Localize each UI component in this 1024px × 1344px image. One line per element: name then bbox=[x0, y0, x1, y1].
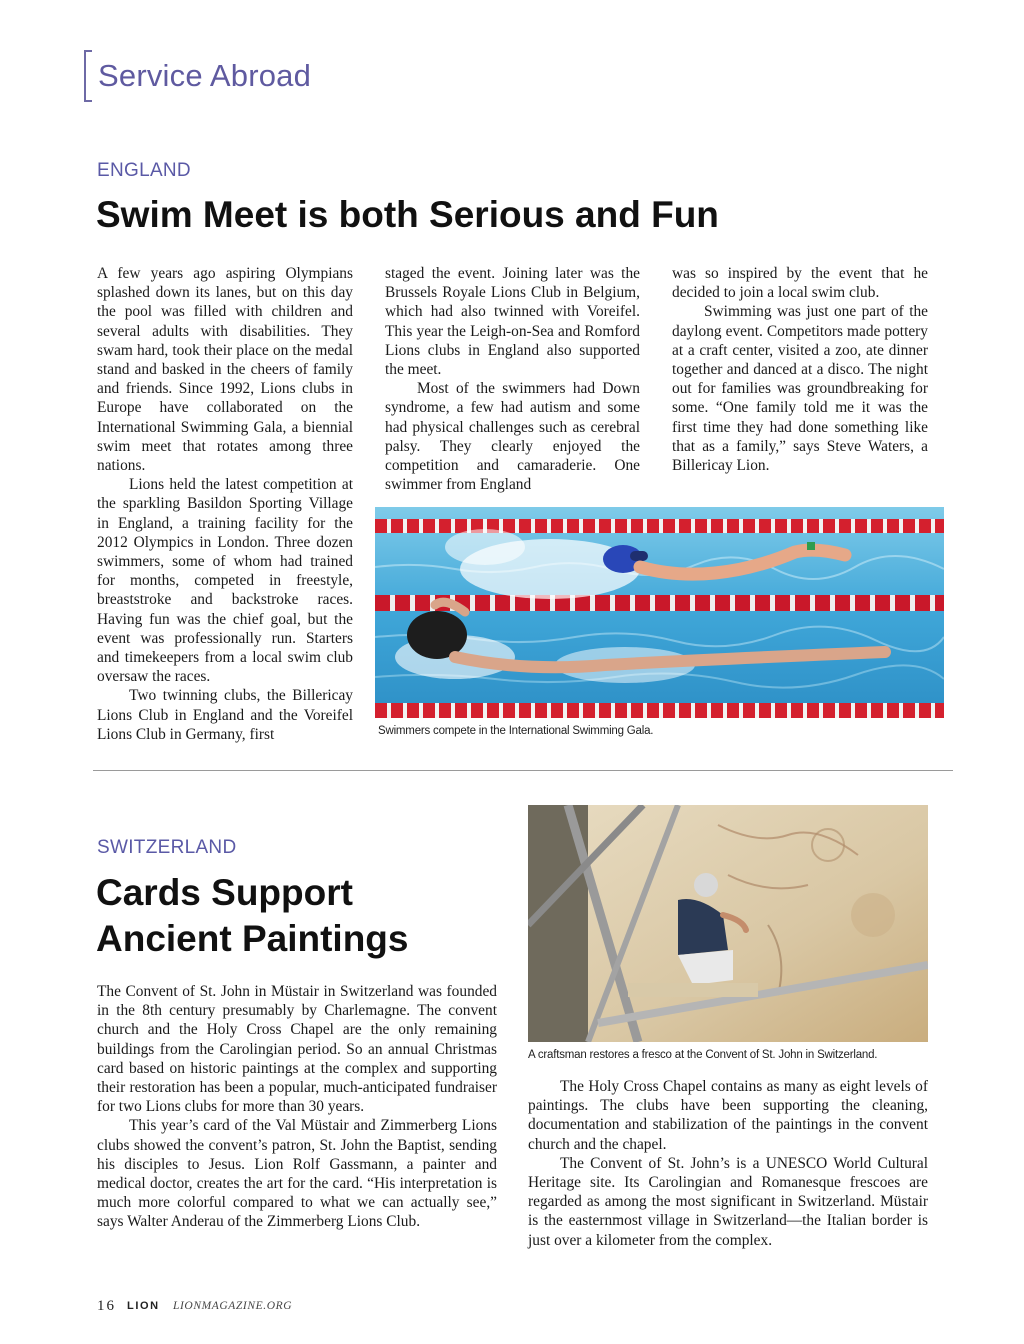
magazine-brand: LION bbox=[127, 1300, 160, 1312]
article-headline-swim-meet: Swim Meet is both Serious and Fun bbox=[96, 194, 719, 235]
article2-column-2 bbox=[528, 1077, 928, 1250]
bracket-icon bbox=[84, 50, 92, 102]
photo-caption-fresco: A craftsman restores a fresco at the Convent of St. John in Switzerland. bbox=[528, 1049, 878, 1061]
swimmers-image bbox=[375, 507, 944, 718]
section-title: Service Abroad bbox=[98, 58, 312, 93]
article-headline-cards bbox=[96, 870, 408, 962]
article1-column-2 bbox=[385, 264, 640, 494]
article2-paragraph: The Convent of St. John’s is a UNESCO World Cultural Heritage site. Its Carolingian and Romanesque frescoes are regarded as among the most significant in Switzerland. Müstair is the easternmost village in Switzerland—the Italian border is just over a kilometer from the complex. bbox=[528, 1154, 928, 1249]
photo-caption-swimming: Swimmers compete in the International Swimming Gala. bbox=[378, 725, 654, 737]
article1-paragraph: Most of the swimmers had Down syndrome, a few had autism and some had physical challenges such as cerebral palsy. They clearly enjoyed the competition and camaraderie. One swimmer from England bbox=[385, 380, 640, 494]
article1-paragraph: Lions held the latest competition at the sparkling Basildon Sporting Village in England, a training facility for the 2012 Olympics in London. Three dozen swimmers, some of whom had trained for months, competed in freestyle, breaststroke and backstroke races. Having fun was the chief goal, but the event was professionally run. Starters and timekeepers from a local swim club oversaw the races. bbox=[97, 476, 353, 686]
fresco-restoration-photo bbox=[528, 805, 928, 1042]
swimming-gala-photo bbox=[375, 507, 944, 718]
article-country-switzerland: SWITZERLAND bbox=[97, 837, 237, 858]
magazine-url: LIONMAGAZINE.ORG bbox=[173, 1300, 293, 1312]
article2-paragraph: The Holy Cross Chapel contains as many as eight levels of paintings. The clubs have been supporting the cleaning, documentation and stabilization of the paintings in the convent church and the chapel. bbox=[528, 1078, 928, 1153]
article1-paragraph: was so inspired by the event that he decided to join a local swim club. bbox=[672, 265, 928, 302]
headline-line: Cards Support bbox=[96, 872, 353, 913]
article-divider bbox=[93, 770, 953, 771]
article1-column-1 bbox=[97, 264, 353, 744]
article1-paragraph: Swimming was just one part of the daylong event. Competitors made pottery at a craft center, visited a zoo, ate dinner together and danced at a disco. The night out for families was groundbreaking for some. “One family told me it was the first time they had done something like that as a family,” says Steve Waters, a Billericay Lion. bbox=[672, 303, 928, 475]
headline-line: Ancient Paintings bbox=[96, 918, 409, 959]
article1-paragraph: Two twinning clubs, the Billericay Lions Club in England and the Voreifel Lions Club in Germany, first bbox=[97, 687, 353, 743]
article1-paragraph: staged the event. Joining later was the Brussels Royale Lions Club in Belgium, which had also twinned with Voreifel. This year the Leigh-on-Sea and Romford Lions clubs in England also supported the meet. bbox=[385, 265, 640, 379]
page-number: 16 bbox=[97, 1298, 116, 1314]
article2-paragraph: The Convent of St. John in Müstair in Switzerland was founded in the 8th century presumably by Charlemagne. The convent church and the Holy Cross Chapel are the only remaining buildings from the Carolingian period. So an annual Christmas card based on historic paintings at the complex and supporting their restoration has been a popular, much-anticipated fundraiser for two Lions clubs for more than 30 years. bbox=[97, 983, 497, 1116]
article2-column-1 bbox=[97, 982, 497, 1232]
article2-paragraph: This year’s card of the Val Müstair and Zimmerberg Lions clubs showed the convent’s patron, St. John the Baptist, sending his disciples to Jesus. Lion Rolf Gassmann, a painter and medical doctor, creates the art for the card. “His interpretation is much more colorful compared to what we can actually see,” says Walter Anderau of the Zimmerberg Lions Club. bbox=[97, 1117, 497, 1231]
article-country-england: ENGLAND bbox=[97, 160, 191, 181]
article1-column-3 bbox=[672, 264, 928, 475]
fresco-image bbox=[528, 805, 928, 1042]
article1-paragraph: A few years ago aspiring Olympians splashed down its lanes, but on this day the pool was filled with children and several adults with disabilities. They swam hard, took their place on the medal stand and basked in the cheers of family and friends. Since 1992, Lions clubs in Europe have collaborated on the International Swimming Gala, a biennial swim meet that rotates among three nations. bbox=[97, 265, 353, 475]
